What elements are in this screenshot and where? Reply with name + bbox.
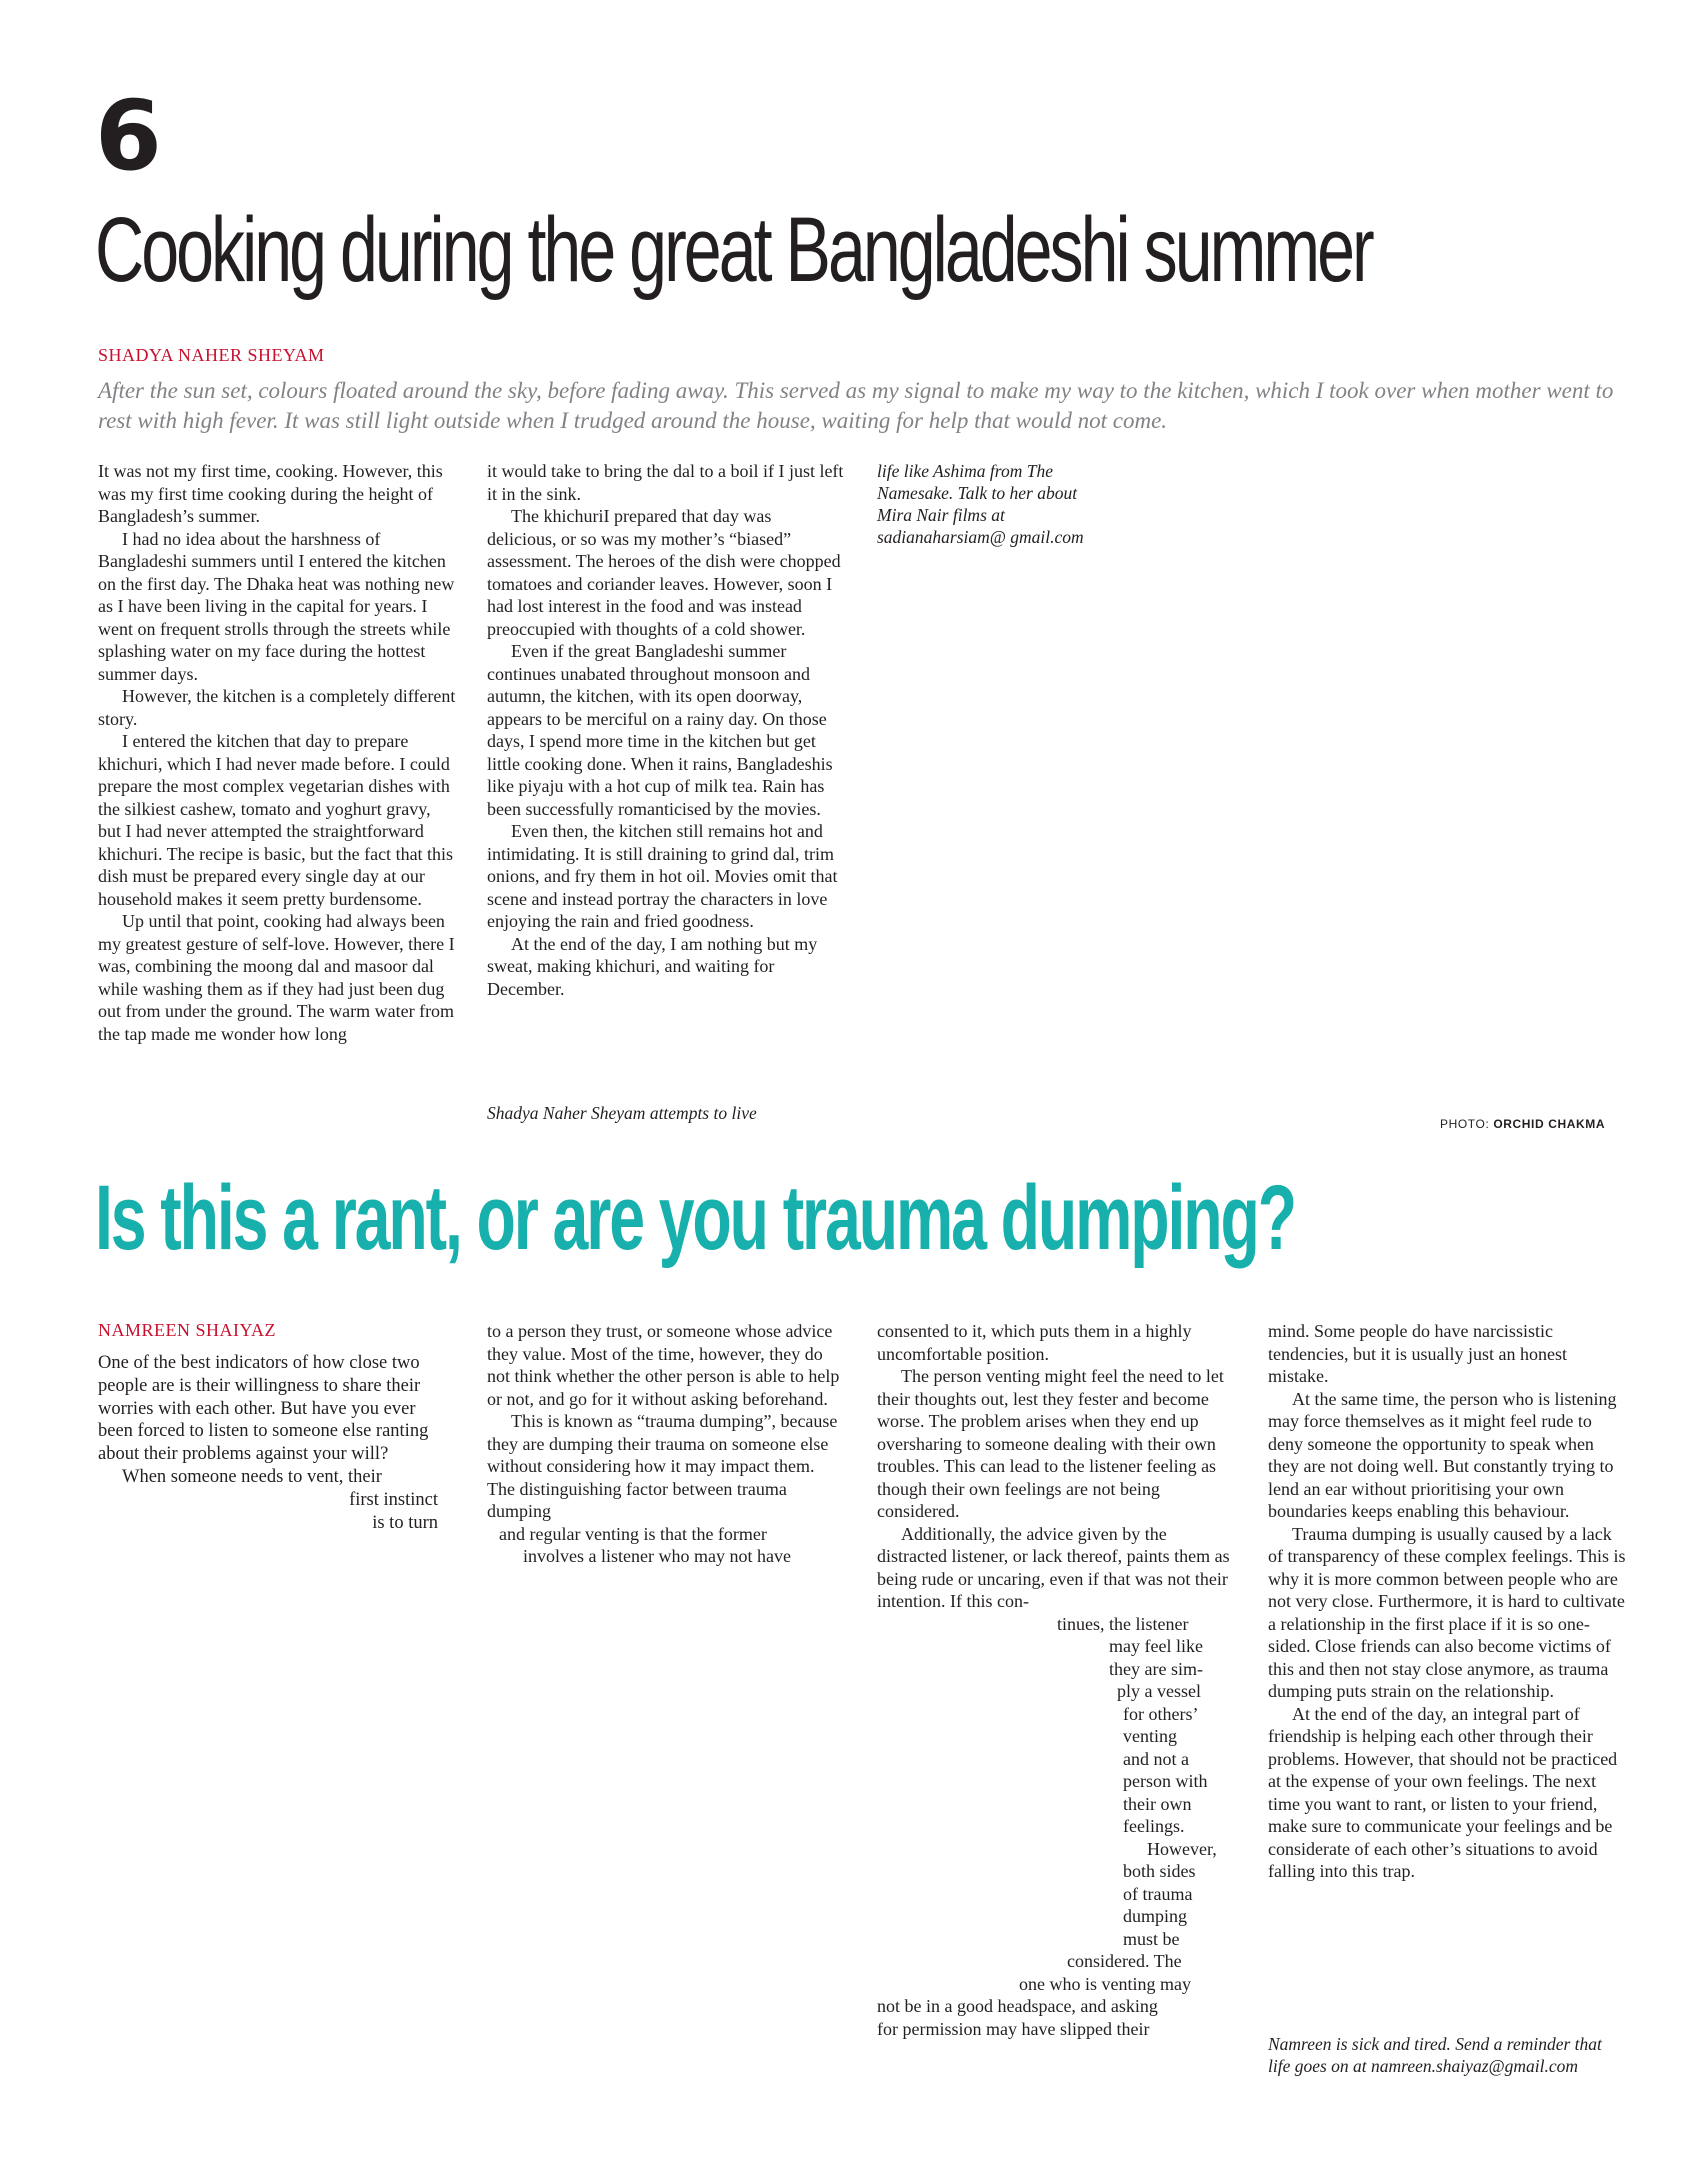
paragraph: When someone needs to vent, their (122, 1466, 382, 1487)
paragraph: Additionally, the advice given by the distracted listener, or lack thereof, paints them as being rude or uncaring, even if that was not their intention. If this con- (877, 1523, 1230, 1611)
text-line: However, (1147, 1838, 1217, 1859)
paragraph: At the end of the day, an integral part of friendship is helping each other through their problems. However, that should not be practiced at the expense of your own feelings. The next time you want to rant, or listen to your friend, make sure to communicate your feelings and be considerate of each other’s situations to avoid falling into this trap. (1268, 1703, 1618, 1881)
author-bio: Shadya Naher Sheyam attempts to live (487, 1103, 757, 1123)
text-line: and not a (1123, 1748, 1189, 1769)
text-line: their own (1123, 1793, 1192, 1814)
text-line: considered. The (1067, 1951, 1182, 1971)
text-line: dumping (1123, 1906, 1188, 1926)
text-line: for others’ (1123, 1703, 1199, 1724)
author-bio: Namreen is sick and tired. Send a reminder that life goes on at namreen.shaiyaz@gmail.com (1268, 2034, 1602, 2076)
paragraph: I entered the kitchen that day to prepare khichuri, which I had never made before. I could prepare the most complex vegetarian dishes with the silkiest cashew, tomato and yoghurt gravy, but I had never attempted the straightforward khichuri. The recipe is basic, but the fact that this dish must be prepared every single day at our household makes it seem pretty burdensome. (98, 731, 454, 909)
paragraph: The khichuriI prepared that day was delicious, or so was my mother’s “biased” assessment. The heroes of the dish were chopped tomatoes and coriander leaves. However, soon I had lost interest in the food and was instead preoccupied with thoughts of a cold shower. (487, 506, 841, 639)
author-bio-continued: life like Ashima from The Namesake. Talk to her about Mira Nair films at sadianaharsiam@ gmail.com (877, 461, 1084, 547)
paragraph: This is known as “trauma dumping”, because they are dumping their trauma on someone else without considering how it may impact them. The distinguishing factor between trauma dumping (487, 1411, 838, 1521)
text-line: they are sim- (1109, 1658, 1203, 1679)
paragraph: Trauma dumping is usually caused by a lack of transparency of these complex feelings. This is why it is more common between people who are not very close. Furthermore, it is hard to cultivate a relationship in the first place if it is so one-sided. Close friends can also become victims of this and then not stay close anymore, as trauma dumping puts strain on the relationship. (1268, 1523, 1626, 1701)
paragraph: Up until that point, cooking had always been my greatest gesture of self-love. However, there I was, combining the moong dal and masoor dal while washing them as if they had just been dug out from under the ground. The warm water from the tap made me wonder how long (98, 911, 455, 1044)
text-line: first instinct (349, 1489, 438, 1510)
article-column-1 (98, 460, 456, 1045)
photographer-name: ORCHID CHAKMA (1493, 1117, 1606, 1131)
author-byline: SHADYA NAHER SHEYAM (98, 345, 325, 365)
paragraph: It was not my first time, cooking. However, this was my first time cooking during the height of Bangladesh’s summer. (98, 461, 443, 526)
paragraph: it would take to bring the dal to a boil if I just left it in the sink. (487, 461, 844, 504)
paragraph: However, the kitchen is a completely different story. (98, 686, 456, 729)
text-line: and regular venting is that the former (499, 1523, 767, 1544)
article-column-2 (487, 460, 845, 1000)
paragraph: At the end of the day, I am nothing but my sweat, making khichuri, and waiting for December. (487, 933, 818, 999)
text-line: must be (1123, 1928, 1180, 1949)
text-line: of trauma (1123, 1883, 1193, 1904)
paragraph: to a person they trust, or someone whose advice they value. Most of the time, however, they do not think whether the other person is able to help or not, and go for it without asking beforehand. (487, 1321, 840, 1409)
paragraph: One of the best indicators of how close two people are is their willingness to share their worries with each other. But have you ever been forced to listen to someone else ranting about their problems against your will? (98, 1353, 429, 1465)
paragraph: consented to it, which puts them in a highly uncomfortable position. (877, 1321, 1192, 1364)
author-byline: NAMREEN SHAIYAZ (98, 1320, 276, 1340)
text-line: one who is venting may (1019, 1973, 1191, 1994)
text-line: may feel like (1109, 1636, 1203, 1656)
article-column-2 (487, 1320, 842, 1568)
paragraph: Even if the great Bangladeshi summer continues unabated throughout monsoon and autumn, the kitchen, with its open doorway, appears to be merciful on a rainy day. On those days, I spend more time in the kitchen but get little cooking done. When it rains, Bangladeshis like piyaju with a hot cup of milk tea. Rain has been successfully romanticised by the movies. (487, 641, 833, 819)
article-column-4 (1268, 1320, 1626, 1883)
article-headline: Cooking during the great Bangladeshi summer (95, 199, 1372, 301)
page-number: 6 (95, 80, 162, 192)
photo-label: PHOTO: (1440, 1117, 1490, 1131)
paragraph: mind. Some people do have narcissistic tendencies, but it is usually just an honest mistake. (1268, 1321, 1567, 1386)
text-line: feelings. (1123, 1816, 1185, 1836)
article-column-3 (877, 1320, 1235, 2040)
paragraph: The person venting might feel the need to let their thoughts out, lest they fester and become worse. The problem arises when they end up oversharing to someone dealing with their own troubles. This can lead to the listener feeling as though their own feelings are not being considered. (877, 1366, 1224, 1521)
text-line: involves a listener who may not have (523, 1546, 791, 1566)
article-standfirst: After the sun set, colours floated around the sky, before fading away. This served as my signal to make my way to the kitchen, which I took over when mother went to rest with high fever. It was still light outside when I trudged around the house, waiting for help that would not come. (98, 378, 1614, 433)
text-line: for permission may have slipped their (877, 2018, 1150, 2039)
text-line: venting (1123, 1726, 1177, 1746)
text-line: person with (1123, 1771, 1208, 1791)
paragraph: At the same time, the person who is listening may force themselves as it might feel rude to deny someone the opportunity to speak when they are not doing well. But constantly trying to lend an ear without prioritising your own boundaries keeps enabling this behaviour. (1268, 1388, 1617, 1521)
text-line: is to turn (372, 1512, 438, 1533)
text-line: tinues, the listener (1057, 1613, 1189, 1634)
photo-credit (1440, 1117, 1605, 1131)
article-column-1 (98, 1352, 438, 1534)
text-line: both sides (1123, 1861, 1196, 1881)
paragraph: Even then, the kitchen still remains hot and intimidating. It is still draining to grind dal, trim onions, and fry them in hot oil. Movies omit that scene and instead portray the characters in love enjoying the rain and fried goodness. (487, 821, 838, 931)
text-line: not be in a good headspace, and asking (877, 1996, 1158, 2016)
text-line: ply a vessel (1117, 1681, 1201, 1701)
paragraph: I had no idea about the harshness of Bangladeshi summers until I entered the kitchen on the first day. The Dhaka heat was nothing new as I have been living in the capital for years. I went on frequent strolls through the streets while splashing water on my face during the hottest summer days. (98, 528, 455, 684)
article-headline: Is this a rant, or are you trauma dumping? (95, 1167, 1296, 1269)
